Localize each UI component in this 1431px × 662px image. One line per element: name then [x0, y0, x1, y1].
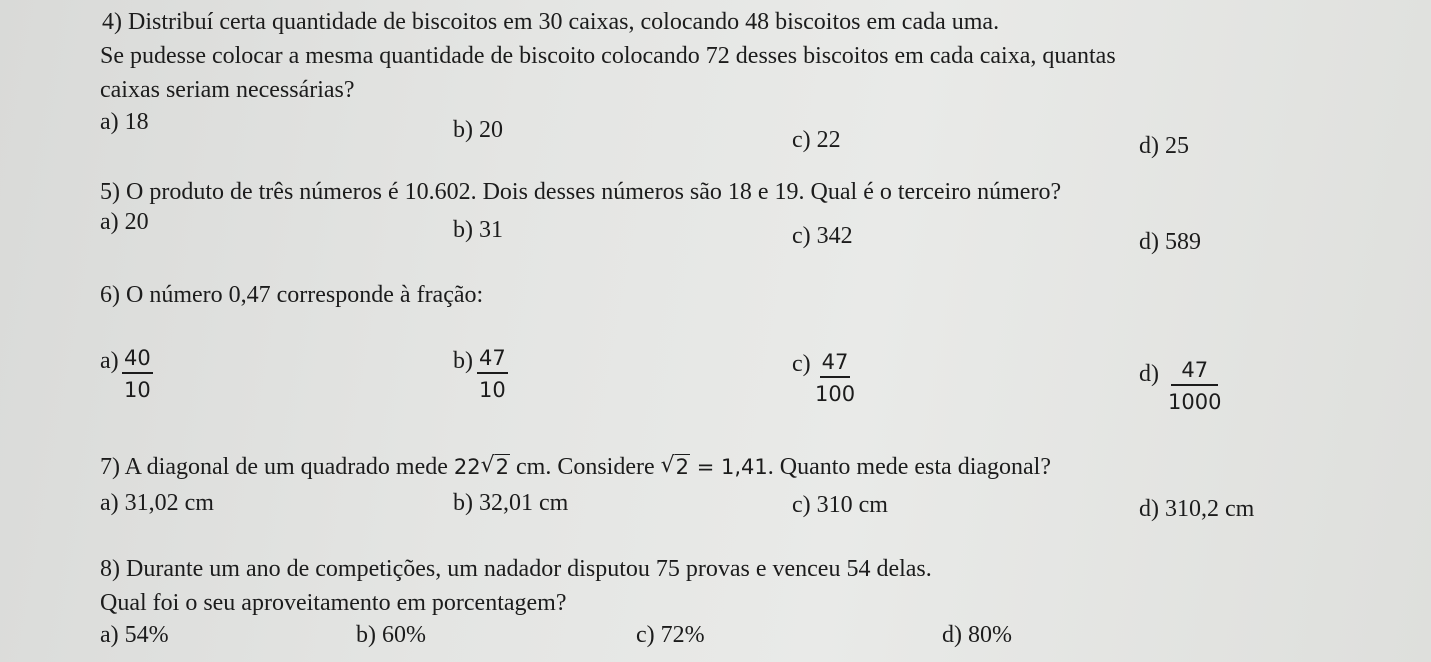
q7-option-a: a) 31,02 cm [100, 490, 214, 516]
q4-option-a: a) 18 [100, 109, 149, 135]
q5-line-1: 5) O produto de três números é 10.602. Dois desses números são 18 e 19. Qual é o terceiro número? [100, 179, 1062, 205]
fraction-numerator: 47 [820, 352, 851, 378]
q6-option-d-label: d) [1139, 361, 1159, 387]
q6-option-c-label: c) [792, 351, 811, 377]
q8-option-a: a) 54% [100, 622, 169, 648]
q8-line-1: 8) Durante um ano de competições, um nadador disputou 75 provas e venceu 54 delas. [100, 556, 932, 582]
q7-approximation: = 1,41 [690, 455, 768, 479]
q4-line-2: Se pudesse colocar a mesma quantidade de biscoito colocando 72 desses biscoitos em cada caixa, quantas [100, 43, 1116, 69]
q5-option-b: b) 31 [453, 217, 503, 243]
q8-option-d: d) 80% [942, 622, 1012, 648]
q8-line-2: Qual foi o seu aproveitamento em porcentagem? [100, 590, 567, 616]
fraction-denominator: 100 [815, 382, 856, 406]
fraction-numerator: 40 [122, 348, 153, 374]
q7-radicand-2: 2 [675, 455, 690, 479]
q4-option-b: b) 20 [453, 117, 503, 143]
q6-option-b-fraction [477, 348, 508, 401]
fraction-denominator: 10 [479, 378, 506, 402]
q5-option-c: c) 342 [792, 223, 853, 249]
fraction-denominator: 10 [124, 378, 151, 402]
q7-diagonal-coefficient: 22 [453, 455, 481, 479]
q7-text-part-2: cm. Considere [510, 454, 661, 480]
q6-option-d-fraction [1168, 360, 1221, 413]
q7-option-d: d) 310,2 cm [1139, 496, 1255, 522]
q7-option-b: b) 32,01 cm [453, 490, 569, 516]
q7-line-1 [100, 455, 1051, 479]
q8-option-b: b) 60% [356, 622, 426, 648]
square-root-symbol [661, 457, 690, 478]
q4-option-d: d) 25 [1139, 133, 1189, 159]
q4-option-c: c) 22 [792, 127, 841, 153]
q7-radicand: 2 [495, 455, 510, 479]
q5-option-a: a) 20 [100, 209, 149, 235]
square-root-symbol [481, 457, 510, 478]
q7-text-part-3: . Quanto mede esta diagonal? [767, 454, 1051, 480]
fraction-denominator: 1000 [1168, 390, 1222, 414]
fraction-numerator: 47 [1171, 360, 1218, 386]
q5-option-d: d) 589 [1139, 229, 1201, 255]
q6-option-a-fraction [122, 348, 153, 401]
q4-line-3: caixas seriam necessárias? [100, 77, 355, 103]
q7-option-c: c) 310 cm [792, 492, 888, 518]
q8-option-c: c) 72% [636, 622, 705, 648]
q4-line-1: 4) Distribuí certa quantidade de biscoitos em 30 caixas, colocando 48 biscoitos em cada uma. [102, 9, 1000, 35]
q6-option-c-fraction [815, 352, 855, 405]
fraction-numerator: 47 [477, 348, 508, 374]
q6-option-a-label: a) [100, 348, 119, 374]
q6-line-1: 6) O número 0,47 corresponde à fração: [100, 282, 484, 308]
q7-text-part-1: 7) A diagonal de um quadrado mede [100, 454, 454, 480]
q6-option-b-label: b) [453, 348, 473, 374]
